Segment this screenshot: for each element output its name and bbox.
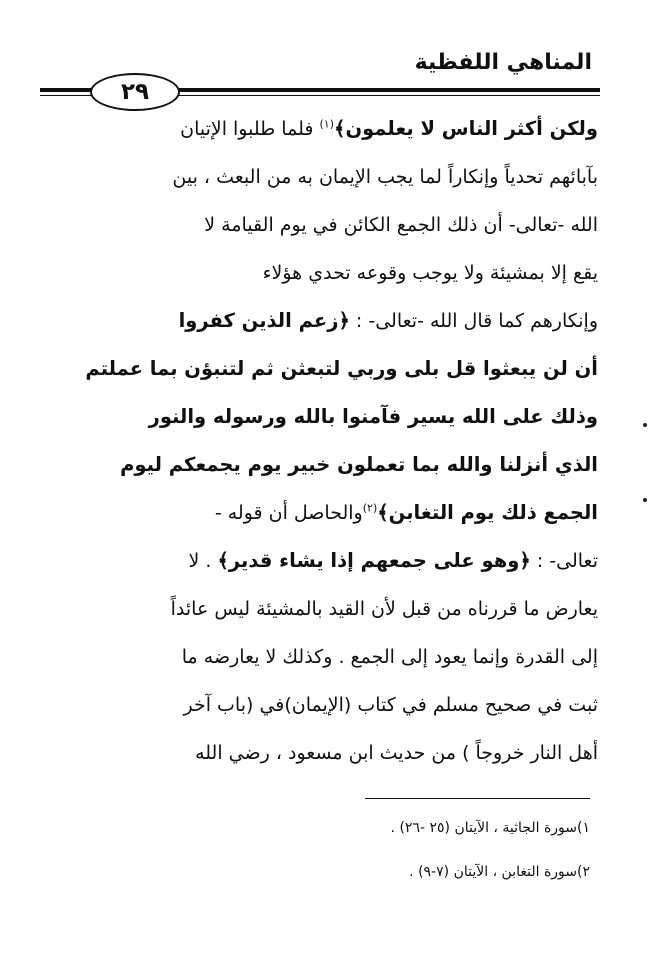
quran-text: وذلك على الله يسير فآمنوا بالله ورسوله والنور — [148, 405, 598, 428]
prose-text: الله -تعالى- أن ذلك الجمع الكائن في يوم القيامة لا — [204, 214, 598, 236]
prose-text: يعارض ما قررناه من قبل لأن القيد بالمشيئة ليس عائداً — [170, 598, 598, 620]
quran-text: ﴿وهو على جمعهم إذا يشاء قدير﴾ — [217, 549, 531, 572]
text-line-7 — [38, 393, 598, 441]
quran-text: الذي أنزلنا والله بما تعملون خبير يوم يجمعكم ليوم — [120, 453, 598, 476]
prose-text: فلما طلبوا الإتيان — [180, 118, 320, 140]
prose-text: بآبائهم تحدياً وإنكاراً لما يجب الإيمان به من البعث ، بين — [172, 166, 598, 188]
page-number: ٢٩ — [90, 73, 180, 111]
running-title: المناهي اللفظية — [414, 50, 592, 75]
quran-text: ولكن أكثر الناس لا يعلمون﴾ — [334, 117, 598, 140]
footnote-marker: (٢) — [362, 501, 378, 515]
prose-text: والحاصل أن قوله - — [214, 502, 363, 524]
text-line-8 — [38, 441, 598, 489]
margin-mark — [643, 423, 647, 427]
prose-text: . لا — [188, 550, 218, 572]
running-header — [40, 50, 600, 105]
quran-text: الجمع ذلك يوم التغابن﴾ — [377, 501, 598, 524]
margin-mark — [643, 498, 647, 502]
footnote-separator — [365, 798, 590, 799]
quran-text: أن لن يبعثوا قل بلى وربي لتبعثن ثم لتنبؤن بما عملتم — [85, 357, 598, 380]
prose-text: وإنكارهم كما قال الله -تعالى- : — [349, 310, 598, 332]
footnote-marker: (١) — [319, 117, 335, 131]
text-line-1 — [38, 105, 598, 153]
text-line-3 — [38, 201, 598, 249]
text-line-14 — [38, 729, 598, 777]
footnotes — [300, 818, 590, 906]
text-line-10 — [38, 537, 598, 585]
quran-text: ﴿زعم الذين كفروا — [178, 309, 350, 332]
text-line-6 — [38, 345, 598, 393]
footnote-1: ١)سورة الجاثية ، الآيتان (٢٥ -٢٦) . — [390, 820, 590, 836]
text-line-4 — [38, 249, 598, 297]
text-line-11 — [38, 585, 598, 633]
prose-text: يقع إلا بمشيئة ولا يوجب وقوعه تحدي هؤلاء — [262, 262, 598, 284]
text-line-9 — [38, 489, 598, 537]
prose-text: تعالى- : — [530, 550, 598, 572]
text-line-5 — [38, 297, 598, 345]
prose-text: أهل النار خروجاً ) من حديث ابن مسعود ، رضي الله — [195, 742, 598, 764]
text-line-12 — [38, 633, 598, 681]
text-line-2 — [38, 153, 598, 201]
body-text — [38, 105, 598, 777]
prose-text: إلى القدرة وإنما يعود إلى الجمع . وكذلك لا يعارضه ما — [181, 646, 598, 668]
text-line-13 — [38, 681, 598, 729]
prose-text: ثبت في صحيح مسلم في كتاب (الإيمان)في (باب آخر — [183, 694, 598, 716]
footnote-2: ٢)سورة التغابن ، الآيتان (٧-٩) . — [409, 864, 590, 880]
